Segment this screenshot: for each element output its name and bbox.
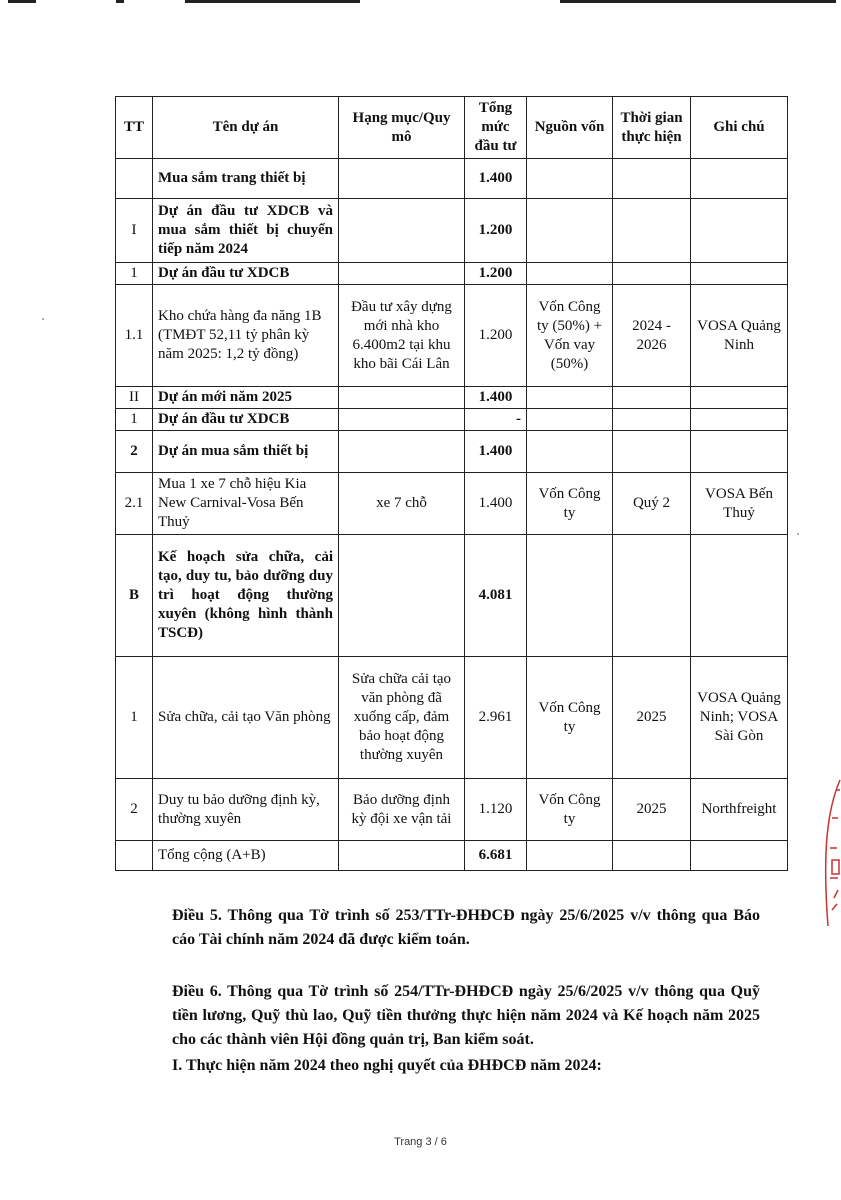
cell-time xyxy=(613,535,691,657)
cell-name: Kho chứa hàng đa năng 1B (TMĐT 52,11 tỷ phân kỳ năm 2025: 1,2 tỷ đồng) xyxy=(153,285,339,387)
cell-scope xyxy=(339,535,465,657)
col-header-source: Nguồn vốn xyxy=(527,97,613,159)
table-header-row xyxy=(116,97,788,159)
cell-note xyxy=(691,199,788,263)
red-stamp-fragment xyxy=(818,778,841,928)
table-row xyxy=(116,199,788,263)
col-header-time: Thời gian thực hiện xyxy=(613,97,691,159)
table-row xyxy=(116,473,788,535)
cell-time xyxy=(613,199,691,263)
cell-name: Mua sắm trang thiết bị xyxy=(153,159,339,199)
cell-total: 1.400 xyxy=(465,159,527,199)
cell-scope: Đầu tư xây dựng mới nhà kho 6.400m2 tại khu kho bãi Cái Lân xyxy=(339,285,465,387)
cell-source: Vốn Công ty xyxy=(527,657,613,779)
cell-name: Sửa chữa, cải tạo Văn phòng xyxy=(153,657,339,779)
cell-scope xyxy=(339,841,465,871)
table-row xyxy=(116,535,788,657)
cell-total: 6.681 xyxy=(465,841,527,871)
cell-name: Dự án mới năm 2025 xyxy=(153,387,339,409)
cell-note xyxy=(691,841,788,871)
cell-tt: B xyxy=(116,535,153,657)
cell-time xyxy=(613,431,691,473)
cell-scope: xe 7 chỗ xyxy=(339,473,465,535)
cell-note xyxy=(691,159,788,199)
cell-name: Mua 1 xe 7 chỗ hiệu Kia New Carnival-Vosa Bến Thuỷ xyxy=(153,473,339,535)
cell-total: 1.200 xyxy=(465,199,527,263)
table-row xyxy=(116,409,788,431)
cell-tt xyxy=(116,841,153,871)
cell-scope xyxy=(339,159,465,199)
cell-tt: 1 xyxy=(116,657,153,779)
top-edge-mark xyxy=(8,0,36,3)
cell-note xyxy=(691,431,788,473)
table-row xyxy=(116,285,788,387)
cell-time xyxy=(613,841,691,871)
cell-tt: 1.1 xyxy=(116,285,153,387)
cell-source xyxy=(527,535,613,657)
cell-note xyxy=(691,409,788,431)
cell-tt xyxy=(116,159,153,199)
cell-note: VOSA Quảng Ninh xyxy=(691,285,788,387)
cell-total: 4.081 xyxy=(465,535,527,657)
col-header-total: Tổng mức đầu tư xyxy=(465,97,527,159)
cell-source: Vốn Công ty xyxy=(527,473,613,535)
cell-time xyxy=(613,387,691,409)
cell-tt: II xyxy=(116,387,153,409)
cell-note: VOSA Quảng Ninh; VOSA Sài Gòn xyxy=(691,657,788,779)
cell-total: - xyxy=(465,409,527,431)
cell-source xyxy=(527,409,613,431)
top-edge-mark xyxy=(560,0,836,3)
section-i xyxy=(128,1054,760,1078)
table-row xyxy=(116,431,788,473)
cell-source xyxy=(527,431,613,473)
cell-source xyxy=(527,199,613,263)
cell-time: 2024 - 2026 xyxy=(613,285,691,387)
top-edge-mark xyxy=(116,0,124,3)
cell-note xyxy=(691,535,788,657)
cell-total: 1.120 xyxy=(465,779,527,841)
cell-source xyxy=(527,387,613,409)
cell-time xyxy=(613,409,691,431)
cell-total: 1.200 xyxy=(465,263,527,285)
cell-scope xyxy=(339,409,465,431)
col-header-note: Ghi chú xyxy=(691,97,788,159)
cell-name: Duy tu bảo dưỡng định kỳ, thường xuyên xyxy=(153,779,339,841)
cell-total: 1.400 xyxy=(465,473,527,535)
cell-scope: Bảo dưỡng định kỳ đội xe vận tải xyxy=(339,779,465,841)
cell-source: Vốn Công ty (50%) + Vốn vay (50%) xyxy=(527,285,613,387)
cell-scope xyxy=(339,431,465,473)
table-row xyxy=(116,779,788,841)
table-row xyxy=(116,387,788,409)
col-header-tt: TT xyxy=(116,97,153,159)
cell-time xyxy=(613,159,691,199)
cell-source: Vốn Công ty xyxy=(527,779,613,841)
cell-total: 2.961 xyxy=(465,657,527,779)
cell-source xyxy=(527,841,613,871)
table-row xyxy=(116,841,788,871)
table-row xyxy=(116,263,788,285)
cell-note: VOSA Bến Thuỷ xyxy=(691,473,788,535)
section-i-heading: I. Thực hiện năm 2024 theo nghị quyết của ĐHĐCĐ năm 2024: xyxy=(172,1057,602,1074)
cell-tt: 1 xyxy=(116,263,153,285)
cell-scope: Sửa chữa cải tạo văn phòng đã xuống cấp, đảm bảo hoạt động thường xuyên xyxy=(339,657,465,779)
article-6-text: Điều 6. Thông qua Tờ trình số 254/TTr-ĐHĐCĐ ngày 25/6/2025 v/v thông qua Quỹ tiền lương, Quỹ thù lao, Quỹ tiền thưởng thực hiện năm 2024 và Kế hoạch năm 2025 cho các thành viên Hội đồng quản trị, Ban kiểm soát. xyxy=(172,983,760,1048)
cell-total: 1.400 xyxy=(465,431,527,473)
scan-speck xyxy=(42,318,44,320)
cell-name: Kế hoạch sửa chữa, cải tạo, duy tu, bảo dưỡng duy trì hoạt động thường xuyên (không hình thành TSCĐ) xyxy=(153,535,339,657)
cell-tt: I xyxy=(116,199,153,263)
page-number: Trang 3 / 6 xyxy=(394,1136,447,1148)
top-edge-mark xyxy=(185,0,360,3)
cell-tt: 2 xyxy=(116,779,153,841)
cell-note xyxy=(691,387,788,409)
cell-time xyxy=(613,263,691,285)
article-6 xyxy=(128,980,760,1052)
article-5 xyxy=(128,904,760,952)
table-row xyxy=(116,159,788,199)
scan-speck xyxy=(797,533,799,535)
cell-source xyxy=(527,159,613,199)
col-header-name: Tên dự án xyxy=(153,97,339,159)
table-row xyxy=(116,657,788,779)
cell-name: Dự án đầu tư XDCB xyxy=(153,409,339,431)
cell-time: 2025 xyxy=(613,657,691,779)
cell-source xyxy=(527,263,613,285)
stamp-icon xyxy=(818,778,841,928)
cell-note: Northfreight xyxy=(691,779,788,841)
cell-total: 1.400 xyxy=(465,387,527,409)
cell-time: Quý 2 xyxy=(613,473,691,535)
cell-total: 1.200 xyxy=(465,285,527,387)
cell-tt: 2.1 xyxy=(116,473,153,535)
cell-scope xyxy=(339,263,465,285)
cell-name: Dự án đầu tư XDCB và mua sắm thiết bị chuyển tiếp năm 2024 xyxy=(153,199,339,263)
cell-note xyxy=(691,263,788,285)
cell-scope xyxy=(339,387,465,409)
cell-name: Dự án mua sắm thiết bị xyxy=(153,431,339,473)
cell-time: 2025 xyxy=(613,779,691,841)
cell-tt: 1 xyxy=(116,409,153,431)
cell-name: Tổng cộng (A+B) xyxy=(153,841,339,871)
col-header-scope: Hạng mục/Quy mô xyxy=(339,97,465,159)
cell-scope xyxy=(339,199,465,263)
cell-name: Dự án đầu tư XDCB xyxy=(153,263,339,285)
article-5-text: Điều 5. Thông qua Tờ trình số 253/TTr-ĐHĐCĐ ngày 25/6/2025 v/v thông qua Báo cáo Tài chính năm 2024 đã được kiểm toán. xyxy=(172,907,760,948)
investment-plan-table xyxy=(115,96,788,871)
cell-tt: 2 xyxy=(116,431,153,473)
